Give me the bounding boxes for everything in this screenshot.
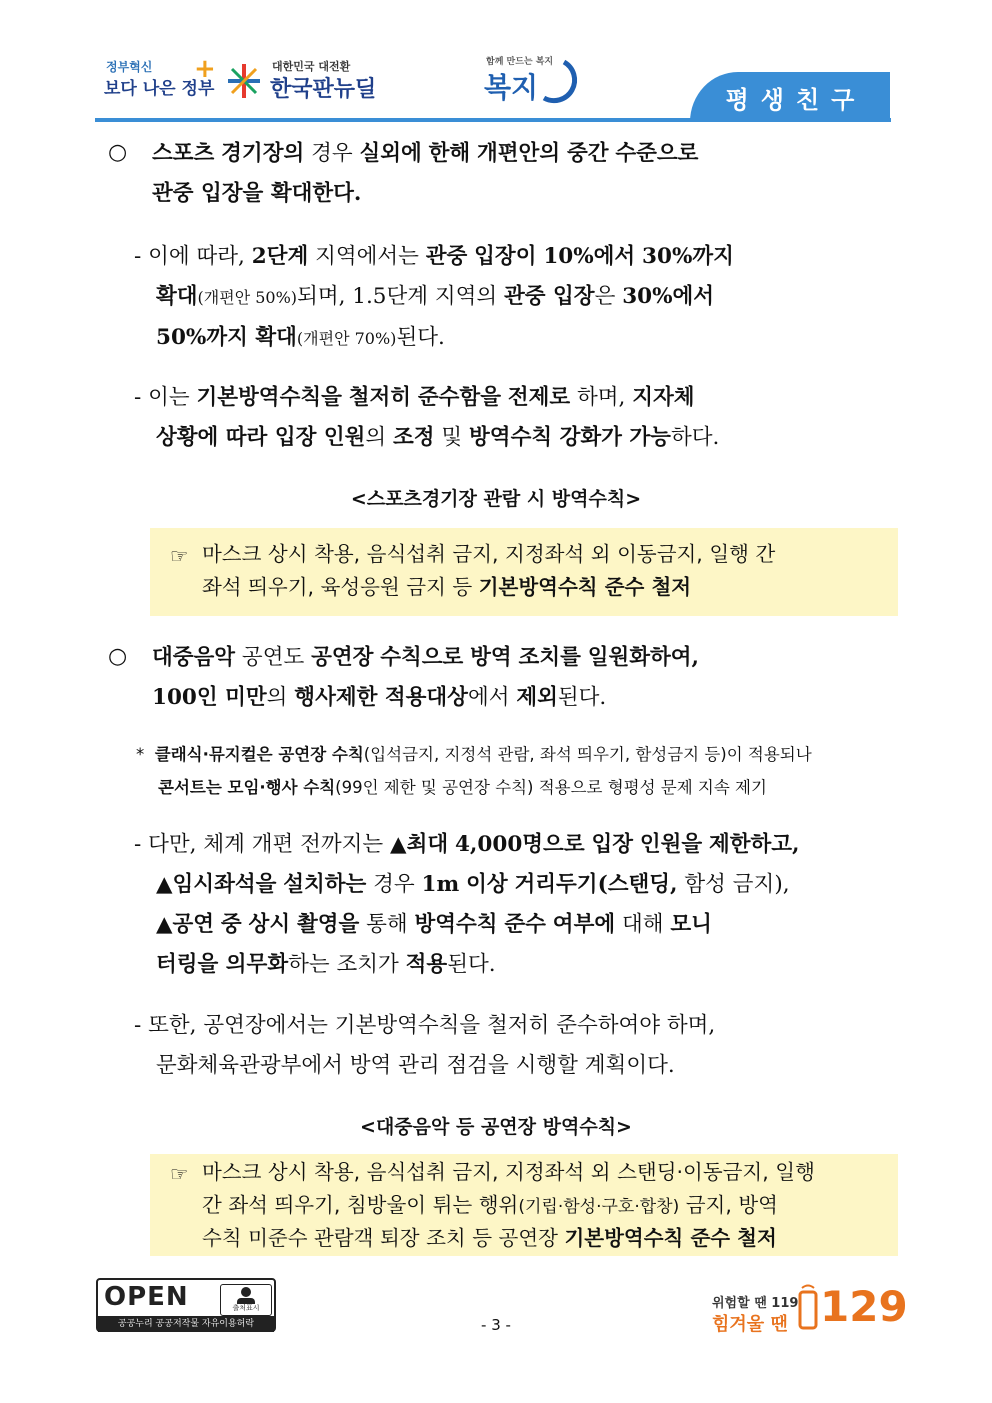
box2-line1: 마스크 상시 착용, 음식섭취 금지, 지정좌석 외 스탠딩·이동금지, 일행: [202, 1160, 815, 1184]
hotline-logo: [710, 1276, 908, 1338]
box1-line2: 좌석 띄우기, 육성응원 금지 등 기본방역수칙 준수 철저: [202, 575, 692, 599]
section2-line2: 100인 미만의 행사제한 적용대상에서 제외된다.: [152, 685, 607, 710]
header: [0, 0, 992, 125]
open-label: OPEN: [104, 1282, 189, 1312]
word: 한해: [428, 141, 471, 166]
header-tab-lifelong-friend: 평생친구: [690, 72, 890, 122]
footnote-line1: * 클래식·뮤지컬은 공연장 수칙(입석금지, 지정석 관람, 좌석 띄우기, 함성금지 등)이 적용되나: [136, 745, 812, 764]
logo1-small-text: 정부혁신: [106, 60, 153, 74]
welfare-swoosh-icon: [536, 58, 580, 106]
section2-dash1: [134, 825, 896, 985]
hotline-main-text: 힘겨울 땐: [712, 1314, 788, 1335]
section1-paragraph: [152, 134, 896, 214]
attribution-icon: [220, 1284, 272, 1316]
section1-dash1-line1: - 이에 따라, 2단계 지역에서는 관중 입장이 10%에서 30%까지: [134, 244, 734, 269]
phone-icon: [796, 1284, 820, 1332]
section2-dash1-line4: 터링을 의무화하는 조치가 적용된다.: [156, 952, 496, 977]
box1-title: <스포츠경기장 관람 시 방역수칙>: [350, 488, 642, 510]
pointing-hand-icon: ☞: [170, 544, 189, 568]
hotline-small-text: 위험할 땐 119: [712, 1296, 799, 1311]
box1-line1: 마스크 상시 착용, 음식섭취 금지, 지정좌석 외 이동금지, 일행 간: [202, 542, 776, 566]
logo-government-innovation: [104, 54, 216, 108]
open-caption: 공공누리 공공저작물 자유이용허락: [98, 1316, 274, 1332]
header-divider: [95, 118, 891, 122]
section1-dash1-line3: 50%까지 확대(개편안 70%)된다.: [156, 325, 445, 350]
box2-rules: [150, 1154, 898, 1256]
section2-dash1-line2: ▲임시좌석을 설치하는 경우 1m 이상 거리두기(스탠딩, 함성 금지),: [156, 872, 790, 897]
hotline-number: 129: [820, 1282, 908, 1331]
section2-dash2-line1: - 또한, 공연장에서는 기본방역수칙을 철저히 준수하여야 하며,: [134, 1013, 716, 1038]
section1-dash2-line1: - 이는 기본방역수칙을 철저히 준수함을 전제로 하며, 지자체: [134, 385, 695, 410]
word: 개편안의: [477, 141, 561, 166]
logo3-main-text: 복지: [484, 71, 539, 104]
logo2-main-text: 한국판뉴딜: [270, 77, 377, 102]
section2-dash1-line1: - 다만, 체계 개편 전까지는 ▲최대 4,000명으로 입장 인원을 제한하고,: [134, 832, 800, 857]
logo3-small-text: 함께 만드는 복지: [486, 57, 554, 67]
section1-bullet: ○: [108, 140, 128, 165]
logo1-main-text: 보다 나은 정부: [104, 79, 215, 99]
box2-line2: 간 좌석 띄우기, 침방울이 튀는 행위(기립·함성·구호·합창) 금지, 방역: [202, 1193, 778, 1217]
section2-paragraph: [152, 638, 896, 718]
section1-dash2: [134, 378, 896, 458]
section1-line2: 관중 입장을 확대한다.: [152, 181, 362, 206]
section2-dash2: [134, 1006, 896, 1086]
section2-line1: 대중음악 공연도 공연장 수칙으로 방역 조치를 일원화하여,: [152, 645, 700, 670]
section1-line1: [152, 134, 896, 174]
section2-dash2-line2: 문화체육관광부에서 방역 관리 점검을 시행할 계획이다.: [156, 1053, 675, 1078]
plus-icon: +: [194, 54, 216, 84]
section2-footnote: [136, 738, 896, 804]
page-number: - 3 -: [481, 1316, 511, 1334]
section1-dash1-line2: 확대(개편안 50%)되며, 1.5단계 지역의 관중 입장은 30%에서: [156, 284, 715, 309]
word: 중간: [566, 141, 609, 166]
box1-rules: [150, 528, 898, 616]
word: 실외에: [359, 141, 422, 166]
new-deal-star-icon: [226, 62, 262, 100]
section2-dash1-line3: ▲공연 중 상시 촬영을 통해 방역수칙 준수 여부에 대해 모니: [156, 912, 712, 937]
footnote-line2: 콘서트는 모임·행사 수칙(99인 제한 및 공연장 수칙) 적용으로 형평성 문제 지속 제기: [158, 778, 767, 797]
logo-korean-new-deal: [226, 58, 376, 108]
open-sub-label: 출처표시: [232, 1304, 260, 1312]
word: 수준으로: [615, 141, 699, 166]
word: 경우: [311, 141, 353, 166]
box2-line3: 수칙 미준수 관람객 퇴장 조치 등 공연장 기본방역수칙 준수 철저: [202, 1226, 777, 1250]
logo-welfare: [482, 54, 582, 110]
logo2-small-text: 대한민국 대전환: [272, 60, 351, 73]
section1-dash1: [134, 237, 896, 359]
word: 스포츠: [152, 141, 215, 166]
pointing-hand-icon: ☞: [170, 1162, 189, 1186]
section2-bullet: ○: [108, 644, 128, 669]
box2-title: <대중음악 등 공연장 방역수칙>: [360, 1116, 632, 1138]
section1-dash2-line2: 상황에 따라 입장 인원의 조정 및 방역수칙 강화가 가능하다.: [156, 425, 720, 450]
word: 경기장의: [221, 141, 305, 166]
